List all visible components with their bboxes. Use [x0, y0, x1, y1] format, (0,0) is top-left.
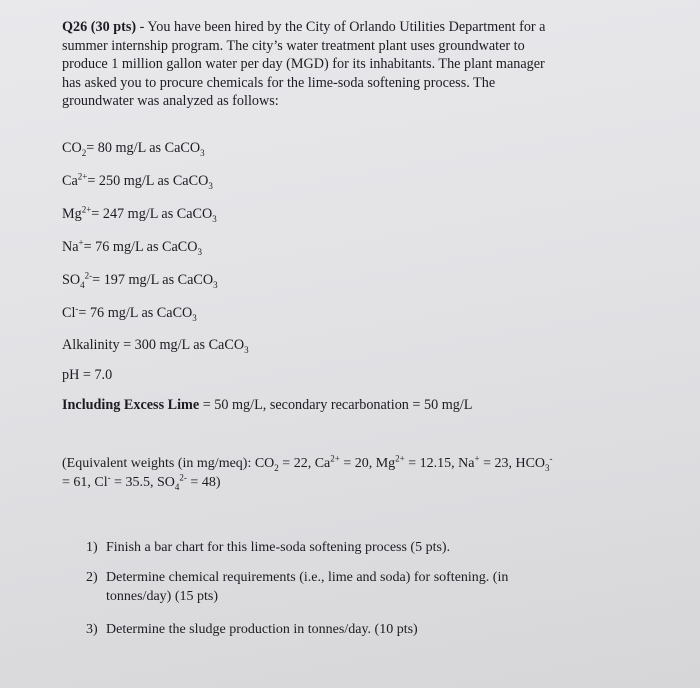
- intro-line-4: has asked you to procure chemicals for the lime-soda softening process. The: [62, 74, 496, 91]
- task-item-3: 3) Determine the sludge production in tonnes/day. (10 pts): [86, 622, 418, 637]
- analysis-row-mg: $Mg^{2+}= 247$ mg/L as CaCO$_3$: [62, 204, 217, 224]
- analysis-row-cl: Cl-= 76 mg/L as CaCO$_3$: [62, 303, 197, 323]
- analysis-row-ph: pH = 7.0: [62, 367, 113, 383]
- analysis-row-ca: $Ca^{2+}= 250$ mg/L as CaCO$_3$: [62, 171, 213, 191]
- task-item-1: 1) Finish a bar chart for this lime-soda softening process (5 pts).: [86, 540, 451, 555]
- analysis-row-co2: $CO_2= 80$ mg/L as CaCO$_3$: [62, 140, 205, 158]
- question-intro: [62, 18, 662, 111]
- equivalent-weights: (Equivalent weights (in mg/meq): $CO_2 = 22$, $Ca^{2+} = 20$, $Mg^{2+} = 12.15$, Na+ = 23, $HCO_3^-$ = 61, Cl- = 35.5, $SO_4^{2-} = 48$): [62, 453, 553, 492]
- question-id: Q26 (30 pts): [62, 19, 137, 35]
- analysis-row-alkalinity: Alkalinity = 300 mg/L as CaCO$_3$: [62, 337, 249, 355]
- analysis-row-na: Na+= 76 mg/L as CaCO$_3$: [62, 237, 202, 257]
- intro-line-2: summer internship program. The city’s water treatment plant uses groundwater to: [62, 37, 525, 54]
- analysis-row-so4: $SO_4^{2-}= 197$ mg/L as CaCO$_3$: [62, 270, 218, 290]
- intro-line-1: - You have been hired by the City of Orlando Utilities Department for a: [136, 19, 546, 35]
- intro-line-3: produce 1 million gallon water per day (MGD) for its inhabitants. The plant manager: [62, 56, 545, 73]
- intro-line-5: groundwater was analyzed as follows:: [62, 93, 279, 110]
- task-item-2: 2) Determine chemical requirements (i.e., lime and soda) for softening. (in tonnes/day) (15 pts): [86, 570, 509, 604]
- excess-lime-line: Including Excess Lime = 50 mg/L, secondary recarbonation = 50 mg/L: [62, 397, 473, 413]
